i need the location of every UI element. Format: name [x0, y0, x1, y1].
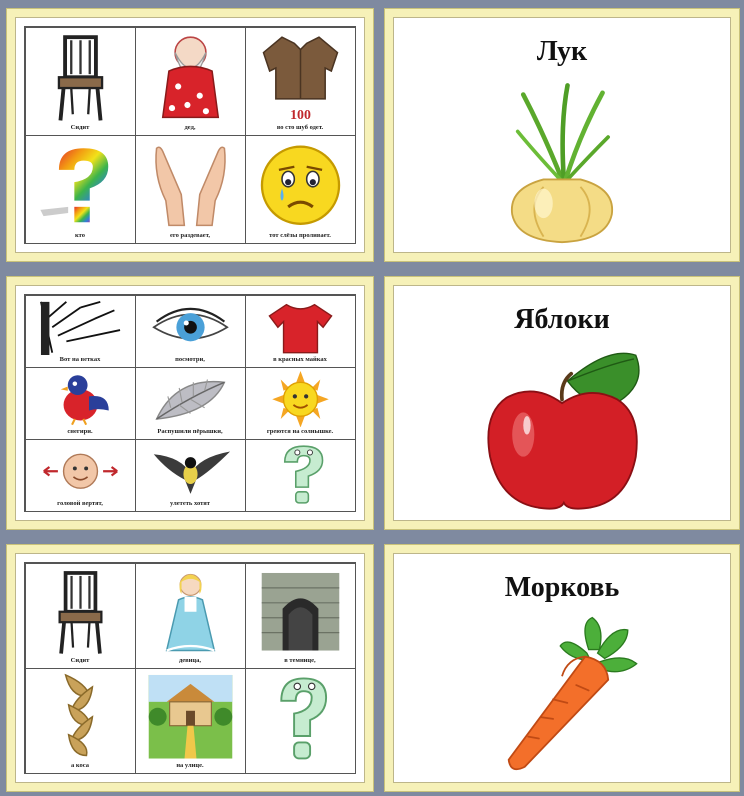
- answer-card-carrot: [384, 544, 740, 792]
- grandpa-icon: [138, 31, 243, 124]
- riddle-cell: [135, 295, 246, 368]
- answer-card-body: [393, 17, 731, 253]
- riddle-card-carrot: [6, 544, 374, 792]
- bird-flying-icon: [138, 443, 243, 500]
- answer-card-body: [393, 285, 731, 521]
- caption: а коса: [71, 762, 89, 769]
- caption: в темнице,: [284, 657, 316, 664]
- question-icon: [248, 672, 353, 768]
- village-street-icon: [138, 672, 243, 762]
- riddle-cell: [245, 367, 356, 440]
- riddle-cell: [245, 563, 356, 669]
- answer-title: Морковь: [504, 572, 620, 603]
- red-shirt-icon: [248, 299, 353, 356]
- riddle-cell: [245, 668, 356, 774]
- riddle-card-apples: [6, 276, 374, 530]
- riddle-grid: [24, 562, 356, 774]
- fur-coat-badge: 100: [289, 107, 311, 123]
- caption: дед,: [184, 124, 196, 131]
- caption: девица,: [178, 657, 202, 664]
- apple-icon: [394, 346, 730, 512]
- riddle-cell: [25, 563, 136, 669]
- caption: Вот на ветках: [59, 356, 101, 363]
- caption: Сидит: [70, 124, 90, 131]
- eye-icon: [138, 299, 243, 356]
- chair-icon: [28, 567, 133, 657]
- riddle-grid: [24, 294, 356, 512]
- carrot-icon: [394, 614, 730, 774]
- caption: снегири.: [67, 428, 93, 435]
- braid-icon: [28, 672, 133, 762]
- bullfinch-icon: [28, 371, 133, 428]
- caption: во сто шуб одет.: [276, 124, 324, 131]
- answer-title: Лук: [536, 36, 588, 67]
- riddle-cell: [135, 563, 246, 669]
- riddle-cell: [25, 439, 136, 512]
- riddle-cell: [135, 439, 246, 512]
- caption: греются на солнышке.: [266, 428, 334, 435]
- dungeon-icon: [248, 567, 353, 657]
- feather-icon: [138, 371, 243, 428]
- rainbow-question-icon: [28, 139, 133, 232]
- branches-icon: [28, 299, 133, 356]
- riddle-card-onion: [6, 8, 374, 262]
- answer-title: Яблоки: [514, 304, 610, 335]
- maiden-icon: [138, 567, 243, 657]
- riddle-cell: [25, 135, 136, 244]
- riddle-card-body: [15, 17, 365, 253]
- hands-icon: [138, 139, 243, 232]
- answer-card-onion: [384, 8, 740, 262]
- riddle-cell: [245, 295, 356, 368]
- question-icon: [248, 443, 353, 506]
- riddle-cell: [245, 135, 356, 244]
- riddle-cell: [135, 668, 246, 774]
- caption: улететь хотят: [170, 500, 210, 507]
- riddle-cell: [25, 295, 136, 368]
- riddle-card-body: [15, 285, 365, 521]
- sun-icon: [248, 371, 353, 428]
- chair-icon: [28, 31, 133, 124]
- answer-card-apples: [384, 276, 740, 530]
- fur-coat-icon: [248, 31, 353, 124]
- caption: Распушили пёрышки,: [157, 428, 223, 435]
- caption: посмотри,: [175, 356, 205, 363]
- riddle-cell: [245, 27, 356, 136]
- riddle-card-body: [15, 553, 365, 783]
- riddle-cell: [25, 668, 136, 774]
- onion-icon: [394, 78, 730, 244]
- head-turn-icon: [28, 443, 133, 500]
- riddle-grid: [24, 26, 356, 244]
- answer-card-body: [393, 553, 731, 783]
- riddle-cell: [245, 439, 356, 512]
- caption: головой вертят,: [57, 500, 103, 507]
- riddle-cell: [135, 27, 246, 136]
- caption: Сидит: [70, 657, 90, 664]
- riddle-cell: [135, 135, 246, 244]
- caption: его раздевает,: [169, 232, 211, 239]
- crying-face-icon: [248, 139, 353, 232]
- caption: в красных майках: [273, 356, 327, 363]
- riddle-cell: [25, 367, 136, 440]
- caption: на улице.: [176, 762, 204, 769]
- riddle-cell: [25, 27, 136, 136]
- caption: тот слёзы проливает.: [269, 232, 331, 239]
- caption: кто: [74, 232, 86, 239]
- riddle-cell: [135, 367, 246, 440]
